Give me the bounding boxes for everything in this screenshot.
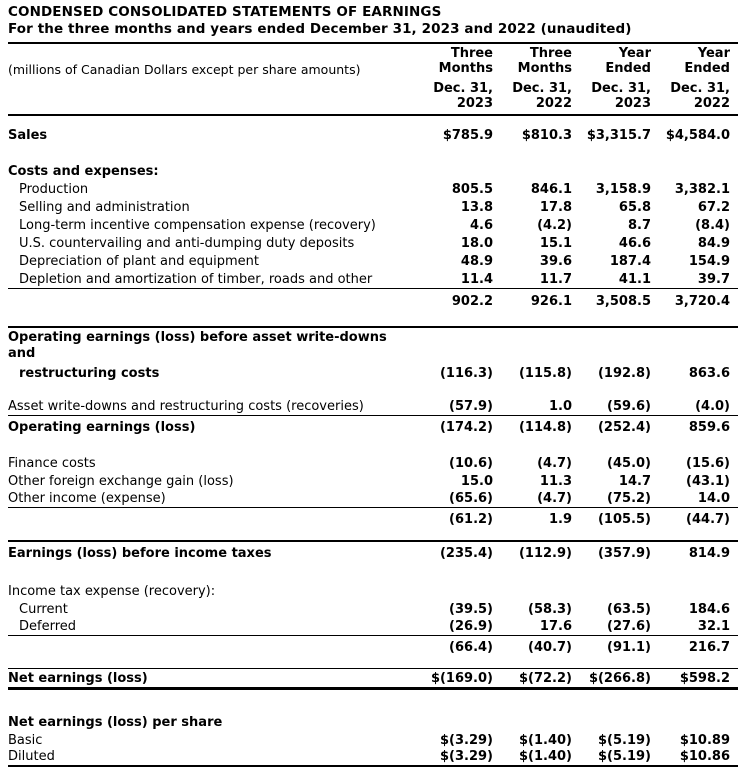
value-cell: 3,720.4 bbox=[674, 294, 730, 309]
sales-row bbox=[8, 126, 738, 144]
value-cell: $598.2 bbox=[679, 671, 730, 686]
value-cell: 11.3 bbox=[539, 474, 572, 489]
value-cell: $(3.29) bbox=[439, 749, 493, 764]
value-cell: 46.6 bbox=[618, 236, 651, 251]
row-label: Other income (expense) bbox=[8, 491, 166, 506]
value-cell: (4.7) bbox=[537, 456, 572, 471]
column-header-line: Year bbox=[697, 46, 730, 61]
column-header-line: Dec. 31, bbox=[512, 81, 572, 96]
value-cell: 11.4 bbox=[460, 272, 493, 287]
row-label: Net earnings (loss) bbox=[8, 671, 148, 686]
value-cell: 65.8 bbox=[618, 200, 651, 215]
row-label: Asset write-downs and restructuring costs (recoveries) bbox=[8, 399, 364, 414]
row-label: restructuring costs bbox=[19, 366, 160, 381]
depletion-row bbox=[8, 270, 738, 288]
value-cell: 1.9 bbox=[548, 512, 572, 527]
column-header-line: Ended bbox=[605, 61, 651, 76]
row-label: Operating earnings (loss) before asset write-downs bbox=[8, 330, 387, 345]
spacer-row bbox=[8, 310, 738, 326]
row-label: Selling and administration bbox=[19, 200, 190, 215]
value-cell: $(169.0) bbox=[430, 671, 493, 686]
operating-earnings-before-writedowns-line2 bbox=[8, 346, 738, 362]
column-header-line: Dec. 31, bbox=[670, 81, 730, 96]
value-cell: $(5.19) bbox=[597, 749, 651, 764]
column-header-4 bbox=[651, 46, 730, 111]
basic-eps-row bbox=[8, 731, 738, 749]
deferred-tax-row bbox=[8, 618, 738, 636]
value-cell: (65.6) bbox=[449, 491, 493, 506]
value-cell: 805.5 bbox=[451, 182, 493, 197]
value-cell: (43.1) bbox=[686, 474, 730, 489]
value-cell: $(1.40) bbox=[518, 749, 572, 764]
other-income-row bbox=[8, 490, 738, 508]
costs-and-expenses-heading bbox=[8, 162, 738, 180]
row-label: Sales bbox=[8, 128, 48, 143]
value-cell: $(266.8) bbox=[588, 671, 651, 686]
value-cell: (4.7) bbox=[537, 491, 572, 506]
column-header-2 bbox=[493, 46, 572, 111]
table-header bbox=[8, 44, 738, 116]
fx-gain-row bbox=[8, 472, 738, 490]
restructuring-costs-row bbox=[8, 362, 738, 382]
row-label: Earnings (loss) before income taxes bbox=[8, 546, 272, 561]
column-headers bbox=[414, 46, 730, 111]
asset-writedowns-row bbox=[8, 398, 738, 416]
operating-earnings-before-writedowns-line1 bbox=[8, 326, 738, 346]
value-cell: (75.2) bbox=[607, 491, 651, 506]
value-cell: $785.9 bbox=[442, 128, 493, 143]
value-cell: 13.8 bbox=[460, 200, 493, 215]
value-cell: (192.8) bbox=[597, 366, 651, 381]
per-share-heading bbox=[8, 713, 738, 731]
row-label: Costs and expenses: bbox=[8, 164, 159, 179]
value-cell: 39.7 bbox=[697, 272, 730, 287]
income-tax-heading bbox=[8, 582, 738, 600]
value-cell: 14.0 bbox=[697, 491, 730, 506]
row-label: U.S. countervailing and anti-dumping duty deposits bbox=[19, 236, 355, 251]
row-label: Depreciation of plant and equipment bbox=[19, 254, 259, 269]
row-label: Income tax expense (recovery): bbox=[8, 584, 216, 599]
value-cell: (4.0) bbox=[695, 399, 730, 414]
value-cell: 187.4 bbox=[609, 254, 651, 269]
total-other-row bbox=[8, 508, 738, 528]
column-header-1 bbox=[414, 46, 493, 111]
spacer-row bbox=[8, 116, 738, 126]
value-cell: 17.8 bbox=[539, 200, 572, 215]
column-header-3 bbox=[572, 46, 651, 111]
value-cell: (63.5) bbox=[607, 602, 651, 617]
duty-deposits-row bbox=[8, 234, 738, 252]
value-cell: (8.4) bbox=[695, 218, 730, 233]
statement-subtitle: For the three months and years ended December 31, 2023 and 2022 (unaudited) bbox=[8, 21, 738, 44]
value-cell: (174.2) bbox=[439, 420, 493, 435]
value-cell: (44.7) bbox=[686, 512, 730, 527]
spacer-row bbox=[8, 382, 738, 398]
value-cell: 84.9 bbox=[697, 236, 730, 251]
column-header-line: Three bbox=[450, 46, 493, 61]
value-cell: 184.6 bbox=[688, 602, 730, 617]
value-cell: 4.6 bbox=[469, 218, 493, 233]
value-cell: 8.7 bbox=[627, 218, 651, 233]
value-cell: $(1.40) bbox=[518, 733, 572, 748]
value-cell: 3,158.9 bbox=[595, 182, 651, 197]
value-cell: $3,315.7 bbox=[586, 128, 651, 143]
value-cell: 859.6 bbox=[688, 420, 730, 435]
spacer-row bbox=[8, 144, 738, 162]
value-cell: (10.6) bbox=[449, 456, 493, 471]
total-costs-row bbox=[8, 288, 738, 310]
value-cell: $(3.29) bbox=[439, 733, 493, 748]
value-cell: 41.1 bbox=[618, 272, 651, 287]
row-label: Deferred bbox=[19, 619, 77, 634]
value-cell: (66.4) bbox=[449, 640, 493, 655]
column-header-line: Months bbox=[438, 61, 493, 76]
value-cell: (58.3) bbox=[528, 602, 572, 617]
row-label: Long-term incentive compensation expense (recovery) bbox=[19, 218, 376, 233]
statement-title: CONDENSED CONSOLIDATED STATEMENTS OF EARNINGS bbox=[8, 4, 442, 20]
value-cell: (91.1) bbox=[607, 640, 651, 655]
value-cell: (61.2) bbox=[449, 512, 493, 527]
lti-compensation-row bbox=[8, 216, 738, 234]
current-tax-row bbox=[8, 600, 738, 618]
value-cell: (357.9) bbox=[597, 546, 651, 561]
value-cell: 67.2 bbox=[697, 200, 730, 215]
value-cell: (27.6) bbox=[607, 619, 651, 634]
value-cell: (45.0) bbox=[607, 456, 651, 471]
value-cell: 15.1 bbox=[539, 236, 572, 251]
statement-body bbox=[8, 116, 738, 767]
total-tax-row bbox=[8, 636, 738, 656]
spacer-row bbox=[8, 436, 738, 454]
value-cell: $10.89 bbox=[679, 733, 730, 748]
value-cell: 17.6 bbox=[539, 619, 572, 634]
earnings-before-taxes-row bbox=[8, 540, 738, 562]
value-cell: 14.7 bbox=[618, 474, 651, 489]
value-cell: (116.3) bbox=[439, 366, 493, 381]
value-cell: (252.4) bbox=[597, 420, 651, 435]
production-row bbox=[8, 180, 738, 198]
spacer-row bbox=[8, 562, 738, 582]
value-cell: 48.9 bbox=[460, 254, 493, 269]
row-label: Depletion and amortization of timber, roads and other bbox=[19, 272, 373, 287]
value-cell: (114.8) bbox=[518, 420, 572, 435]
value-cell: 902.2 bbox=[451, 294, 493, 309]
column-header-line: Dec. 31, bbox=[591, 81, 651, 96]
spacer-row bbox=[8, 656, 738, 668]
diluted-eps-row bbox=[8, 749, 738, 767]
value-cell: 846.1 bbox=[530, 182, 572, 197]
row-label: Net earnings (loss) per share bbox=[8, 715, 223, 730]
value-cell: (115.8) bbox=[518, 366, 572, 381]
depreciation-row bbox=[8, 252, 738, 270]
row-label: Finance costs bbox=[8, 456, 96, 471]
row-label: Production bbox=[19, 182, 89, 197]
row-label: Other foreign exchange gain (loss) bbox=[8, 474, 234, 489]
value-cell: 154.9 bbox=[688, 254, 730, 269]
value-cell: (59.6) bbox=[607, 399, 651, 414]
spacer-row bbox=[8, 690, 738, 713]
value-cell: 3,508.5 bbox=[595, 294, 651, 309]
value-cell: 11.7 bbox=[539, 272, 572, 287]
selling-and-administration-row bbox=[8, 198, 738, 216]
value-cell: $(5.19) bbox=[597, 733, 651, 748]
value-cell: 926.1 bbox=[530, 294, 572, 309]
row-label: and bbox=[8, 346, 36, 361]
value-cell: 1.0 bbox=[548, 399, 572, 414]
value-cell: 863.6 bbox=[688, 366, 730, 381]
value-cell: (112.9) bbox=[518, 546, 572, 561]
value-cell: (40.7) bbox=[528, 640, 572, 655]
units-note: (millions of Canadian Dollars except per share amounts) bbox=[8, 62, 361, 77]
column-header-line: 2022 bbox=[693, 96, 730, 111]
net-earnings-row bbox=[8, 668, 738, 690]
row-label: Diluted bbox=[8, 749, 55, 764]
column-header-line: Three bbox=[529, 46, 572, 61]
column-header-line: Year bbox=[618, 46, 651, 61]
column-header-line: Dec. 31, bbox=[433, 81, 493, 96]
column-header-line: Months bbox=[517, 61, 572, 76]
value-cell: $(72.2) bbox=[518, 671, 572, 686]
column-header-line: 2022 bbox=[535, 96, 572, 111]
value-cell: 18.0 bbox=[460, 236, 493, 251]
finance-costs-row bbox=[8, 454, 738, 472]
operating-earnings-row bbox=[8, 416, 738, 436]
value-cell: 3,382.1 bbox=[674, 182, 730, 197]
row-label: Operating earnings (loss) bbox=[8, 420, 196, 435]
value-cell: (105.5) bbox=[597, 512, 651, 527]
spacer-row bbox=[8, 528, 738, 540]
value-cell: (235.4) bbox=[439, 546, 493, 561]
row-label: Current bbox=[19, 602, 68, 617]
column-header-line: 2023 bbox=[456, 96, 493, 111]
value-cell: 216.7 bbox=[688, 640, 730, 655]
value-cell: $10.86 bbox=[679, 749, 730, 764]
value-cell: (26.9) bbox=[449, 619, 493, 634]
value-cell: $810.3 bbox=[521, 128, 572, 143]
value-cell: (57.9) bbox=[449, 399, 493, 414]
value-cell: (15.6) bbox=[686, 456, 730, 471]
value-cell: 814.9 bbox=[688, 546, 730, 561]
value-cell: 15.0 bbox=[460, 474, 493, 489]
column-header-line: 2023 bbox=[614, 96, 651, 111]
value-cell: (4.2) bbox=[537, 218, 572, 233]
value-cell: 32.1 bbox=[697, 619, 730, 634]
value-cell: $4,584.0 bbox=[665, 128, 730, 143]
value-cell: (39.5) bbox=[449, 602, 493, 617]
column-header-line: Ended bbox=[684, 61, 730, 76]
value-cell: 39.6 bbox=[539, 254, 572, 269]
row-label: Basic bbox=[8, 733, 43, 748]
